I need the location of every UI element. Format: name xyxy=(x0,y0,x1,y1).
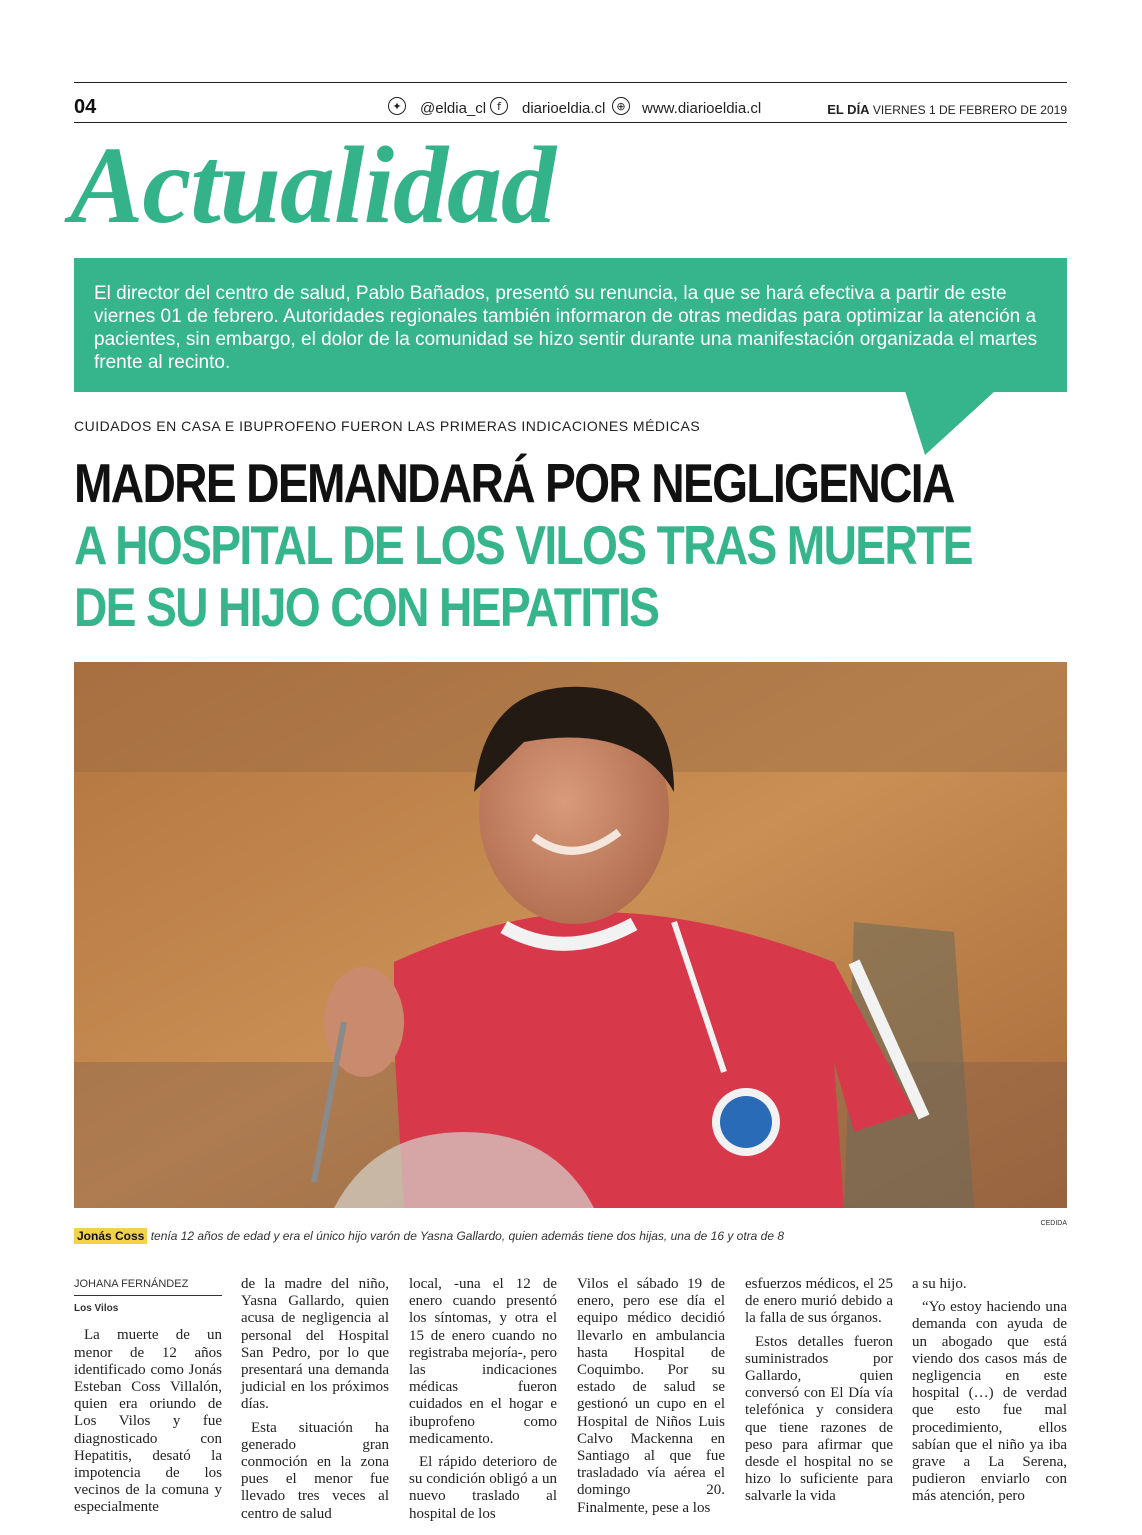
paragraph: de la madre del niño, Yasna Gallardo, quien acusa de negligencia al personal del Hospital San Pedro, por lo que presentará una demanda judicial en los próximos días. xyxy=(241,1276,389,1413)
photo-caption xyxy=(74,1229,784,1243)
paragraph: El rápido deterioro de su condición obligó a un nuevo traslado al hospital de los xyxy=(409,1454,557,1522)
top-rule xyxy=(74,82,1067,83)
paragraph: Vilos el sábado 19 de enero, pero ese día el equipo médico decidió llevarlo en ambulancia hasta Hospital de Coquimbo. Por su estado de salud se gestionó un cupo en el Hospital de Niños Luis Calvo Mackenna en Santiago al que fue trasladado vía aérea el domingo 20. Finalmente, pese a los xyxy=(577,1276,725,1516)
paragraph: Esta situación ha generado gran conmoción en la zona pues el menor fue llevado tres veces al centro de salud xyxy=(241,1419,389,1522)
header-rule xyxy=(74,122,1067,123)
paper-name: EL DÍA xyxy=(827,102,870,117)
headline-line-1: MADRE DEMANDARÁ POR NEGLIGENCIA xyxy=(74,452,954,514)
caption-text: tenía 12 años de edad y era el único hijo varón de Yasna Gallardo, quien además tiene dos hijas, una de 16 y otra de 8 xyxy=(147,1229,785,1243)
website-link[interactable]: www.diarioeldia.cl xyxy=(642,100,762,117)
article-column-2 xyxy=(241,1276,389,1529)
byline-author: JOHANA FERNÁNDEZ xyxy=(74,1276,222,1296)
caption-name: Jonás Coss xyxy=(74,1228,147,1244)
article-column-4 xyxy=(577,1276,725,1523)
lead-box xyxy=(74,258,1067,392)
twitter-handle[interactable]: @eldia_cl xyxy=(420,100,487,117)
paragraph: local, -una el 12 de enero cuando presentó los síntomas, y otra el 15 de enero cuando no registraba mejoría-, pero las indicaciones médicas fueron cuidados en el hogar e ibuprofeno como medicamento. xyxy=(409,1276,557,1447)
paragraph: esfuerzos médicos, el 25 de enero murió debido a la falla de sus órganos. xyxy=(745,1276,893,1327)
article-column-6 xyxy=(912,1276,1067,1512)
photo-illustration xyxy=(74,662,1067,1208)
kicker: CUIDADOS EN CASA E IBUPROFENO FUERON LAS PRIMERAS INDICACIONES MÉDICAS xyxy=(74,418,701,434)
dateline xyxy=(827,102,1067,117)
headline xyxy=(74,452,972,638)
article-column-1 xyxy=(74,1276,222,1523)
article-column-3 xyxy=(409,1276,557,1529)
paragraph: “Yo estoy haciendo una demanda con ayuda de un abogado que está viendo dos casos más de negligencia en este hospital (…) de verdad que esto fue mal procedimiento, ellos sabían que el niño ya iba grave a La Serena, pudieron enviarlo con más atención, pero xyxy=(912,1299,1067,1505)
headline-line-2: A HOSPITAL DE LOS VILOS TRAS MUERTE xyxy=(74,514,972,576)
paragraph: La muerte de un menor de 12 años identificado como Jonás Esteban Coss Villalón, quien era oriundo de Los Vilos y fue diagnosticado con Hepatitis, desató la impotencia de los vecinos de la comuna y especialmente xyxy=(74,1327,222,1516)
photo-credit: CEDIDA xyxy=(1040,1220,1067,1227)
section-title: Actualidad xyxy=(70,124,556,246)
paragraph: a su hijo. xyxy=(912,1276,967,1292)
facebook-icon: f xyxy=(490,97,508,115)
facebook-link[interactable]: diarioeldia.cl xyxy=(522,100,606,117)
page-number: 04 xyxy=(74,96,97,118)
paragraph: Estos detalles fueron suministrados por Gallardo, quien conversó con El Día vía telefónica y considera que tiene razones de peso para afirmar que desde el hospital no se hizo lo suficiente para salvarle la vida xyxy=(745,1333,893,1505)
article-column-5 xyxy=(745,1276,893,1512)
news-photo xyxy=(74,662,1067,1208)
twitter-icon: ✦ xyxy=(388,97,406,115)
lead-text: El director del centro de salud, Pablo Bañados, presentó su renuncia, la que se hará efectiva a partir de este viernes 01 de febrero. Autoridades regionales también informaron de otras medidas para optimizar la atención a pacientes, sin embargo, el dolor de la comunidad se hizo sentir durante una manifestación organizada el martes frente al recinto. xyxy=(94,283,1038,373)
globe-icon: ⊕ xyxy=(612,97,630,115)
headline-line-3: DE SU HIJO CON HEPATITIS xyxy=(74,576,659,638)
speech-tail xyxy=(905,391,995,455)
byline-location: Los Vilos xyxy=(74,1303,119,1315)
issue-date: VIERNES 1 DE FEBRERO DE 2019 xyxy=(872,103,1067,117)
